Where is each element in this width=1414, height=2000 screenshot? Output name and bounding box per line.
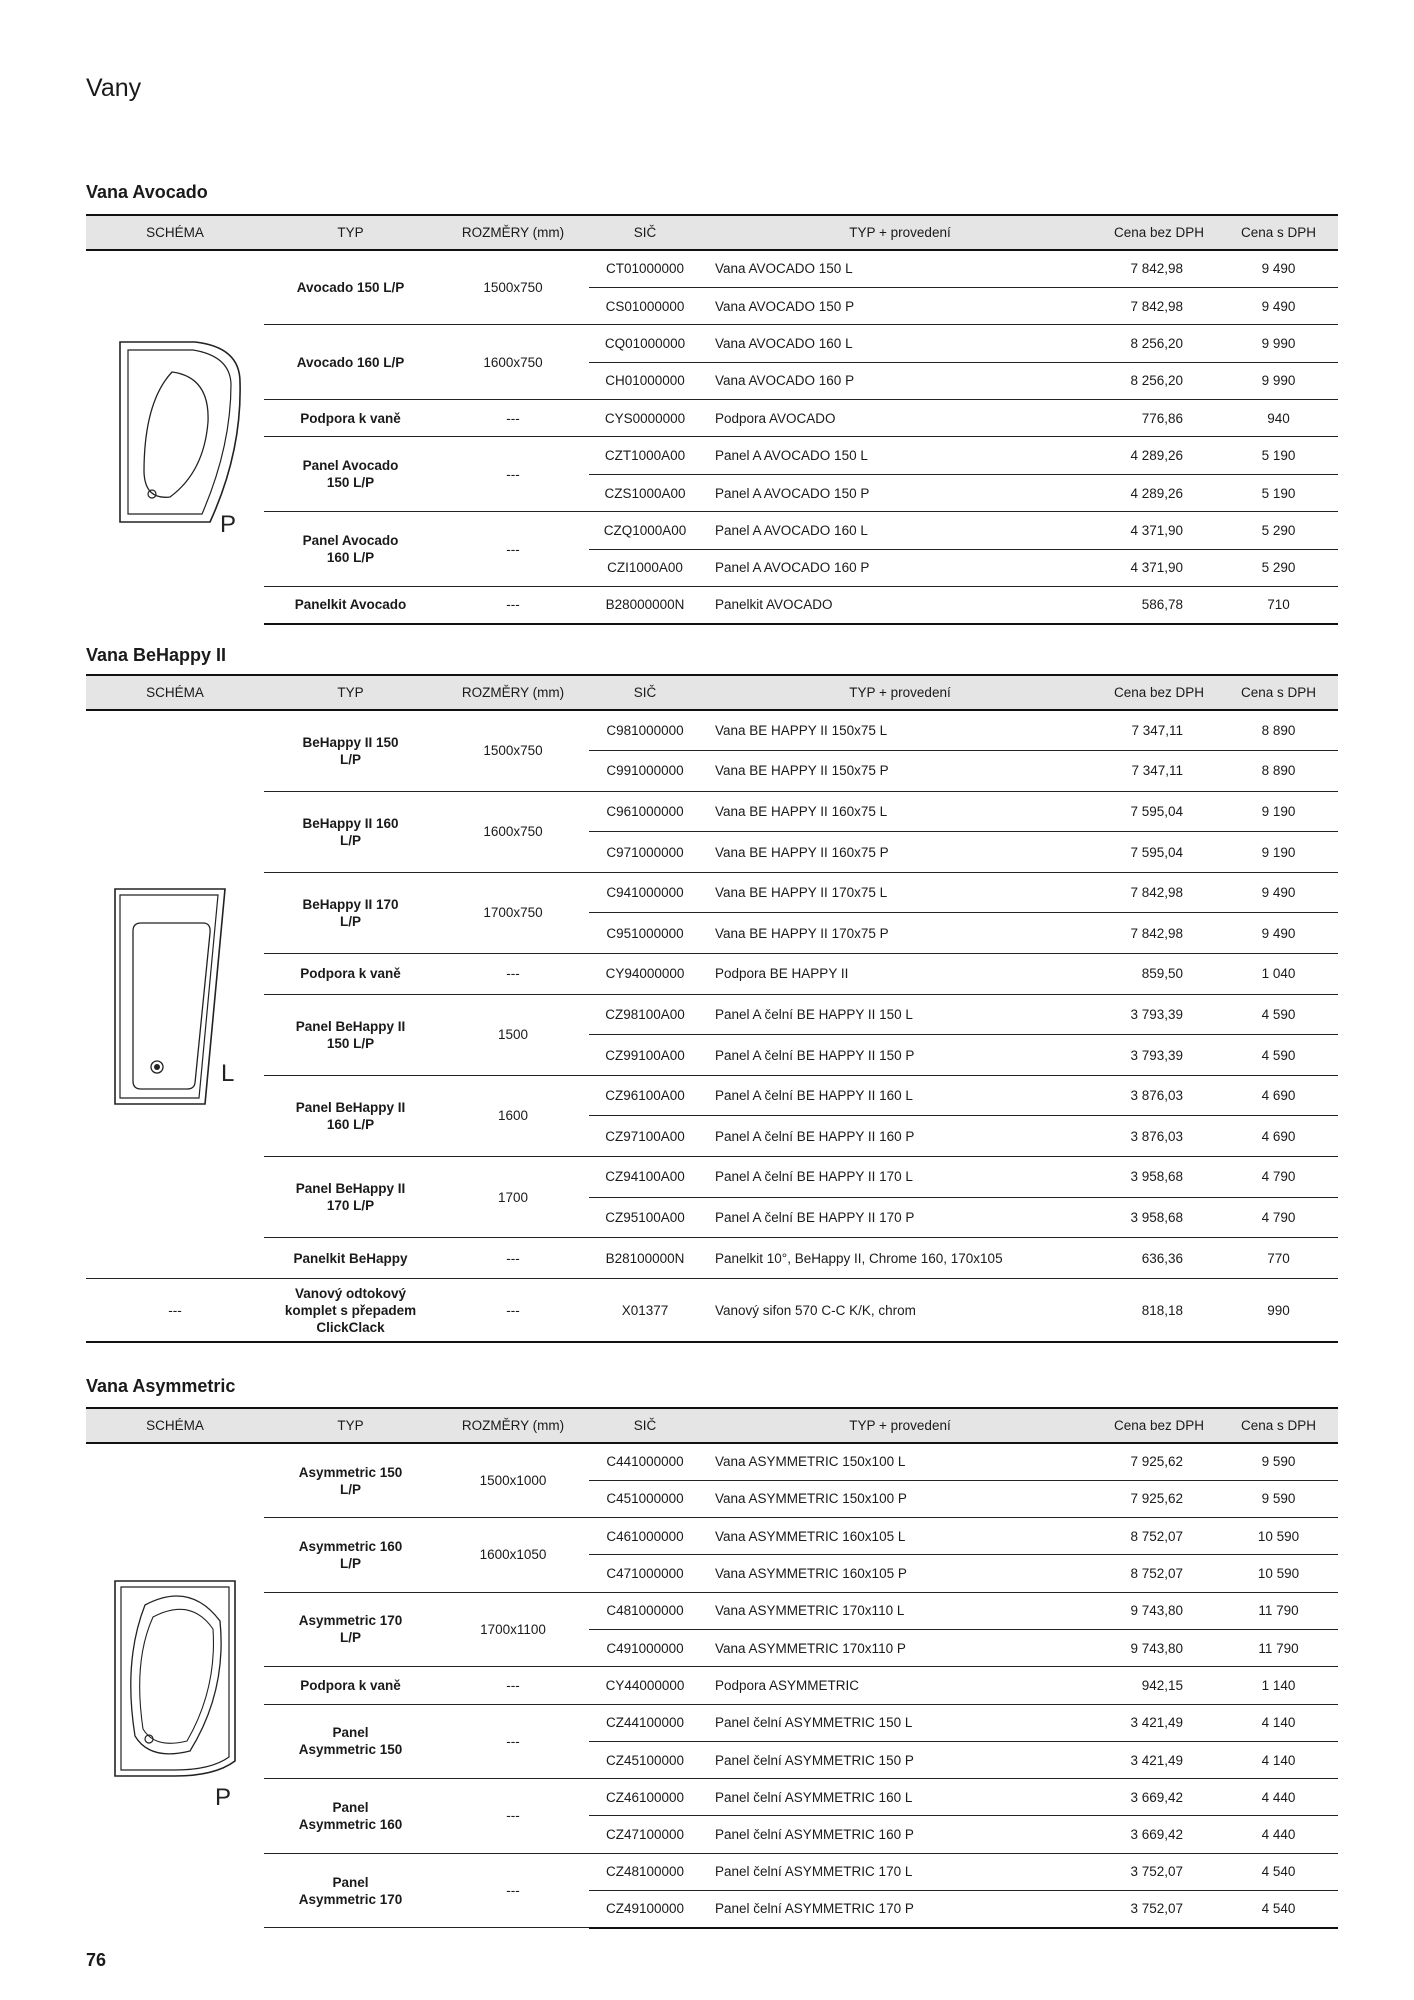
type-cell: Avocado 160 L/P: [264, 325, 437, 400]
sic-cell: CT01000000: [589, 250, 701, 287]
type-cell: BeHappy II 160 L/P: [264, 791, 437, 872]
dimension-cell: ---: [437, 1853, 589, 1928]
description-cell: Vana AVOCADO 150 L: [701, 250, 1099, 287]
price-cell: 3 752,07: [1099, 1853, 1219, 1890]
dimension-cell: ---: [437, 1667, 589, 1704]
sic-cell: X01377: [589, 1278, 701, 1342]
price-vat-cell: 4 540: [1219, 1853, 1338, 1890]
price-cell: 7 925,62: [1099, 1443, 1219, 1480]
type-cell: BeHappy II 170 L/P: [264, 872, 437, 953]
price-cell: 4 289,26: [1099, 437, 1219, 474]
price-cell: 4 371,90: [1099, 512, 1219, 549]
dimension-cell: 1600x750: [437, 325, 589, 400]
description-cell: Panel A čelní BE HAPPY II 160 L: [701, 1075, 1099, 1116]
sic-cell: CZI1000A00: [589, 549, 701, 586]
description-cell: Vana ASYMMETRIC 170x110 L: [701, 1592, 1099, 1629]
table-row: [86, 400, 1338, 437]
table-row: [86, 512, 1338, 549]
schema-cell: ---: [86, 1278, 264, 1342]
price-cell: 3 793,39: [1099, 994, 1219, 1035]
column-header: TYP: [264, 675, 437, 710]
description-cell: Vana AVOCADO 160 P: [701, 362, 1099, 399]
description-cell: Vana BE HAPPY II 160x75 L: [701, 791, 1099, 832]
type-cell: Panelkit Avocado: [264, 587, 437, 624]
description-cell: Panel A čelní BE HAPPY II 160 P: [701, 1116, 1099, 1157]
description-cell: Panel A čelní BE HAPPY II 150 L: [701, 994, 1099, 1035]
price-vat-cell: 9 490: [1219, 913, 1338, 954]
column-header: TYP + provedení: [701, 675, 1099, 710]
type-cell: Panel Asymmetric 160: [264, 1779, 437, 1854]
schema-drawing: [86, 710, 264, 1278]
sic-cell: CZT1000A00: [589, 437, 701, 474]
price-cell: 3 421,49: [1099, 1741, 1219, 1778]
sic-cell: C951000000: [589, 913, 701, 954]
page-title: Vany: [86, 74, 142, 102]
sic-cell: B28100000N: [589, 1238, 701, 1279]
price-cell: 9 743,80: [1099, 1629, 1219, 1666]
type-cell: Podpora k vaně: [264, 954, 437, 995]
price-cell: 7 842,98: [1099, 287, 1219, 324]
description-cell: Panel čelní ASYMMETRIC 150 L: [701, 1704, 1099, 1741]
dimension-cell: ---: [437, 587, 589, 624]
schema-letter: P: [215, 1783, 232, 1811]
column-header: TYP: [264, 1408, 437, 1443]
price-cell: 859,50: [1099, 954, 1219, 995]
sic-cell: CZ45100000: [589, 1741, 701, 1778]
section-title-behappy: Vana BeHappy II: [86, 645, 227, 665]
sic-cell: CS01000000: [589, 287, 701, 324]
sic-cell: CZ44100000: [589, 1704, 701, 1741]
section-title-asymmetric: Vana Asymmetric: [86, 1376, 236, 1396]
bathtub-schema-icon: [95, 869, 255, 1119]
column-header: Cena s DPH: [1219, 215, 1338, 250]
price-cell: 3 421,49: [1099, 1704, 1219, 1741]
type-cell: Panel BeHappy II 170 L/P: [264, 1157, 437, 1238]
column-header: SCHÉMA: [86, 675, 264, 710]
description-cell: Podpora AVOCADO: [701, 400, 1099, 437]
price-vat-cell: 990: [1219, 1278, 1338, 1342]
table-row: [86, 587, 1338, 624]
price-vat-cell: 8 890: [1219, 751, 1338, 792]
sic-cell: CZ48100000: [589, 1853, 701, 1890]
price-vat-cell: 770: [1219, 1238, 1338, 1279]
page-number: 76: [86, 1950, 107, 1970]
column-header: TYP + provedení: [701, 1408, 1099, 1443]
price-vat-cell: 10 590: [1219, 1518, 1338, 1555]
type-cell: Asymmetric 170 L/P: [264, 1592, 437, 1667]
description-cell: Panel čelní ASYMMETRIC 160 L: [701, 1779, 1099, 1816]
price-vat-cell: 1 040: [1219, 954, 1338, 995]
price-vat-cell: 8 890: [1219, 710, 1338, 751]
column-header: SIČ: [589, 215, 701, 250]
sic-cell: CZ99100A00: [589, 1035, 701, 1076]
price-cell: 3 876,03: [1099, 1075, 1219, 1116]
dimension-cell: ---: [437, 512, 589, 587]
table-row: [86, 1075, 1338, 1116]
price-vat-cell: 5 290: [1219, 549, 1338, 586]
price-cell: 3 958,68: [1099, 1197, 1219, 1238]
description-cell: Panel A čelní BE HAPPY II 170 P: [701, 1197, 1099, 1238]
price-vat-cell: 9 190: [1219, 832, 1338, 873]
description-cell: Panel A AVOCADO 150 P: [701, 474, 1099, 511]
sic-cell: C481000000: [589, 1592, 701, 1629]
price-cell: 586,78: [1099, 587, 1219, 624]
dimension-cell: ---: [437, 1238, 589, 1279]
price-cell: 636,36: [1099, 1238, 1219, 1279]
price-vat-cell: 4 790: [1219, 1157, 1338, 1198]
price-cell: 4 371,90: [1099, 549, 1219, 586]
bathtub-schema-icon: [100, 322, 250, 552]
price-vat-cell: 9 490: [1219, 287, 1338, 324]
price-cell: 7 925,62: [1099, 1480, 1219, 1517]
column-header: ROZMĚRY (mm): [437, 1408, 589, 1443]
sic-cell: CZ96100A00: [589, 1075, 701, 1116]
price-cell: 7 842,98: [1099, 872, 1219, 913]
column-header: Cena s DPH: [1219, 675, 1338, 710]
price-cell: 3 669,42: [1099, 1779, 1219, 1816]
type-cell: Panelkit BeHappy: [264, 1238, 437, 1279]
sic-cell: CZ49100000: [589, 1891, 701, 1928]
table-row: [86, 1667, 1338, 1704]
dimension-cell: ---: [437, 400, 589, 437]
column-header: Cena s DPH: [1219, 1408, 1338, 1443]
price-cell: 818,18: [1099, 1278, 1219, 1342]
type-cell: Asymmetric 150 L/P: [264, 1443, 437, 1518]
table-avocado: [86, 214, 1338, 625]
sic-cell: C981000000: [589, 710, 701, 751]
schema-letter: L: [221, 1060, 235, 1088]
dimension-cell: 1600x1050: [437, 1518, 589, 1593]
table-row: [86, 1704, 1338, 1741]
price-vat-cell: 4 540: [1219, 1891, 1338, 1928]
description-cell: Panel A AVOCADO 160 P: [701, 549, 1099, 586]
sic-cell: C471000000: [589, 1555, 701, 1592]
price-vat-cell: 710: [1219, 587, 1338, 624]
price-cell: 7 595,04: [1099, 791, 1219, 832]
column-header: SCHÉMA: [86, 1408, 264, 1443]
sic-cell: CZ97100A00: [589, 1116, 701, 1157]
price-vat-cell: 4 690: [1219, 1075, 1338, 1116]
price-vat-cell: 11 790: [1219, 1592, 1338, 1629]
dimension-cell: 1700: [437, 1157, 589, 1238]
sic-cell: CZ47100000: [589, 1816, 701, 1853]
description-cell: Vana BE HAPPY II 170x75 P: [701, 913, 1099, 954]
type-cell: Panel BeHappy II 150 L/P: [264, 994, 437, 1075]
table-row: [86, 954, 1338, 995]
sic-cell: CZ94100A00: [589, 1157, 701, 1198]
table-row: [86, 872, 1338, 913]
description-cell: Vana ASYMMETRIC 170x110 P: [701, 1629, 1099, 1666]
table-row: [86, 1157, 1338, 1198]
sic-cell: C971000000: [589, 832, 701, 873]
table-row: [86, 1779, 1338, 1816]
price-vat-cell: 9 190: [1219, 791, 1338, 832]
price-vat-cell: 9 990: [1219, 362, 1338, 399]
price-vat-cell: 4 140: [1219, 1704, 1338, 1741]
price-cell: 4 289,26: [1099, 474, 1219, 511]
price-vat-cell: 4 590: [1219, 994, 1338, 1035]
description-cell: Panel A čelní BE HAPPY II 150 P: [701, 1035, 1099, 1076]
price-vat-cell: 9 590: [1219, 1443, 1338, 1480]
sic-cell: CZ46100000: [589, 1779, 701, 1816]
type-cell: Panel Asymmetric 170: [264, 1853, 437, 1928]
column-header: ROZMĚRY (mm): [437, 215, 589, 250]
price-cell: 8 256,20: [1099, 325, 1219, 362]
price-cell: 3 793,39: [1099, 1035, 1219, 1076]
dimension-cell: 1500x750: [437, 250, 589, 325]
sic-cell: CY44000000: [589, 1667, 701, 1704]
price-cell: 8 256,20: [1099, 362, 1219, 399]
description-cell: Panel A čelní BE HAPPY II 170 L: [701, 1157, 1099, 1198]
description-cell: Panel čelní ASYMMETRIC 160 P: [701, 1816, 1099, 1853]
price-cell: 7 842,98: [1099, 913, 1219, 954]
price-vat-cell: 5 290: [1219, 512, 1338, 549]
price-cell: 7 347,11: [1099, 710, 1219, 751]
type-cell: Vanový odtokový komplet s přepadem ClickClack: [264, 1278, 437, 1342]
price-vat-cell: 5 190: [1219, 437, 1338, 474]
description-cell: Vana BE HAPPY II 170x75 L: [701, 872, 1099, 913]
bathtub-schema-icon: [95, 1561, 255, 1811]
dimension-cell: 1500x1000: [437, 1443, 589, 1518]
description-cell: Podpora ASYMMETRIC: [701, 1667, 1099, 1704]
description-cell: Vanový sifon 570 C-C K/K, chrom: [701, 1278, 1099, 1342]
table-behappy: [86, 674, 1338, 1343]
dimension-cell: ---: [437, 1278, 589, 1342]
type-cell: Panel BeHappy II 160 L/P: [264, 1075, 437, 1156]
sic-cell: C961000000: [589, 791, 701, 832]
price-vat-cell: 9 490: [1219, 872, 1338, 913]
type-cell: Avocado 150 L/P: [264, 250, 437, 325]
dimension-cell: ---: [437, 437, 589, 512]
price-cell: 3 669,42: [1099, 1816, 1219, 1853]
sic-cell: C451000000: [589, 1480, 701, 1517]
dimension-cell: 1600x750: [437, 791, 589, 872]
column-header: TYP + provedení: [701, 215, 1099, 250]
dimension-cell: 1700x750: [437, 872, 589, 953]
description-cell: Panel čelní ASYMMETRIC 170 L: [701, 1853, 1099, 1890]
table-row: [86, 1853, 1338, 1890]
table-row: [86, 250, 1338, 287]
price-vat-cell: 4 690: [1219, 1116, 1338, 1157]
table-row: [86, 994, 1338, 1035]
price-vat-cell: 9 590: [1219, 1480, 1338, 1517]
dimension-cell: ---: [437, 954, 589, 995]
table-row: [86, 1518, 1338, 1555]
sic-cell: CQ01000000: [589, 325, 701, 362]
description-cell: Panel čelní ASYMMETRIC 170 P: [701, 1891, 1099, 1928]
description-cell: Vana AVOCADO 150 P: [701, 287, 1099, 324]
table-row: [86, 1592, 1338, 1629]
column-header: SIČ: [589, 675, 701, 710]
price-vat-cell: 4 440: [1219, 1816, 1338, 1853]
price-cell: 7 595,04: [1099, 832, 1219, 873]
type-cell: BeHappy II 150 L/P: [264, 710, 437, 791]
table-asymmetric: [86, 1407, 1338, 1929]
description-cell: Vana ASYMMETRIC 150x100 L: [701, 1443, 1099, 1480]
type-cell: Panel Asymmetric 150: [264, 1704, 437, 1779]
column-header: SIČ: [589, 1408, 701, 1443]
description-cell: Panel čelní ASYMMETRIC 150 P: [701, 1741, 1099, 1778]
column-header: TYP: [264, 215, 437, 250]
description-cell: Vana BE HAPPY II 150x75 P: [701, 751, 1099, 792]
column-header: SCHÉMA: [86, 215, 264, 250]
table-row: [86, 1443, 1338, 1480]
price-cell: 3 958,68: [1099, 1157, 1219, 1198]
sic-cell: CH01000000: [589, 362, 701, 399]
price-vat-cell: 4 440: [1219, 1779, 1338, 1816]
price-vat-cell: 1 140: [1219, 1667, 1338, 1704]
sic-cell: CZ95100A00: [589, 1197, 701, 1238]
schema-drawing: [86, 250, 264, 624]
schema-letter: P: [220, 511, 237, 539]
price-vat-cell: 9 490: [1219, 250, 1338, 287]
sic-cell: C441000000: [589, 1443, 701, 1480]
price-cell: 8 752,07: [1099, 1518, 1219, 1555]
sic-cell: CZS1000A00: [589, 474, 701, 511]
price-cell: 9 743,80: [1099, 1592, 1219, 1629]
sic-cell: CZ98100A00: [589, 994, 701, 1035]
sic-cell: C461000000: [589, 1518, 701, 1555]
description-cell: Vana AVOCADO 160 L: [701, 325, 1099, 362]
description-cell: Vana ASYMMETRIC 160x105 L: [701, 1518, 1099, 1555]
price-cell: 7 842,98: [1099, 250, 1219, 287]
price-cell: 776,86: [1099, 400, 1219, 437]
table-row: [86, 1278, 1338, 1342]
price-vat-cell: 940: [1219, 400, 1338, 437]
price-vat-cell: 4 590: [1219, 1035, 1338, 1076]
type-cell: Podpora k vaně: [264, 400, 437, 437]
sic-cell: B28000000N: [589, 587, 701, 624]
dimension-cell: 1500x750: [437, 710, 589, 791]
column-header: Cena bez DPH: [1099, 215, 1219, 250]
sic-cell: C991000000: [589, 751, 701, 792]
sic-cell: C491000000: [589, 1629, 701, 1666]
column-header: Cena bez DPH: [1099, 675, 1219, 710]
column-header: ROZMĚRY (mm): [437, 675, 589, 710]
sic-cell: C941000000: [589, 872, 701, 913]
table-row: [86, 710, 1338, 751]
description-cell: Panel A AVOCADO 150 L: [701, 437, 1099, 474]
table-row: [86, 1238, 1338, 1279]
price-cell: 942,15: [1099, 1667, 1219, 1704]
sic-cell: CY94000000: [589, 954, 701, 995]
description-cell: Vana BE HAPPY II 160x75 P: [701, 832, 1099, 873]
price-cell: 7 347,11: [1099, 751, 1219, 792]
description-cell: Podpora BE HAPPY II: [701, 954, 1099, 995]
price-vat-cell: 4 140: [1219, 1741, 1338, 1778]
section-title-avocado: Vana Avocado: [86, 182, 208, 202]
table-row: [86, 325, 1338, 362]
column-header: Cena bez DPH: [1099, 1408, 1219, 1443]
price-vat-cell: 11 790: [1219, 1629, 1338, 1666]
description-cell: Vana ASYMMETRIC 150x100 P: [701, 1480, 1099, 1517]
type-cell: Asymmetric 160 L/P: [264, 1518, 437, 1593]
sic-cell: CZQ1000A00: [589, 512, 701, 549]
description-cell: Vana ASYMMETRIC 160x105 P: [701, 1555, 1099, 1592]
price-cell: 8 752,07: [1099, 1555, 1219, 1592]
type-cell: Podpora k vaně: [264, 1667, 437, 1704]
sic-cell: CYS0000000: [589, 400, 701, 437]
price-vat-cell: 5 190: [1219, 474, 1338, 511]
type-cell: Panel Avocado 160 L/P: [264, 512, 437, 587]
dimension-cell: 1700x1100: [437, 1592, 589, 1667]
price-vat-cell: 9 990: [1219, 325, 1338, 362]
description-cell: Panelkit 10°, BeHappy II, Chrome 160, 170x105: [701, 1238, 1099, 1279]
table-row: [86, 437, 1338, 474]
price-cell: 3 876,03: [1099, 1116, 1219, 1157]
price-vat-cell: 4 790: [1219, 1197, 1338, 1238]
schema-drawing: [86, 1443, 264, 1928]
dimension-cell: ---: [437, 1779, 589, 1854]
description-cell: Panel A AVOCADO 160 L: [701, 512, 1099, 549]
dimension-cell: ---: [437, 1704, 589, 1779]
type-cell: Panel Avocado 150 L/P: [264, 437, 437, 512]
price-cell: 3 752,07: [1099, 1891, 1219, 1928]
description-cell: Panelkit AVOCADO: [701, 587, 1099, 624]
dimension-cell: 1600: [437, 1075, 589, 1156]
dimension-cell: 1500: [437, 994, 589, 1075]
description-cell: Vana BE HAPPY II 150x75 L: [701, 710, 1099, 751]
price-vat-cell: 10 590: [1219, 1555, 1338, 1592]
table-row: [86, 791, 1338, 832]
